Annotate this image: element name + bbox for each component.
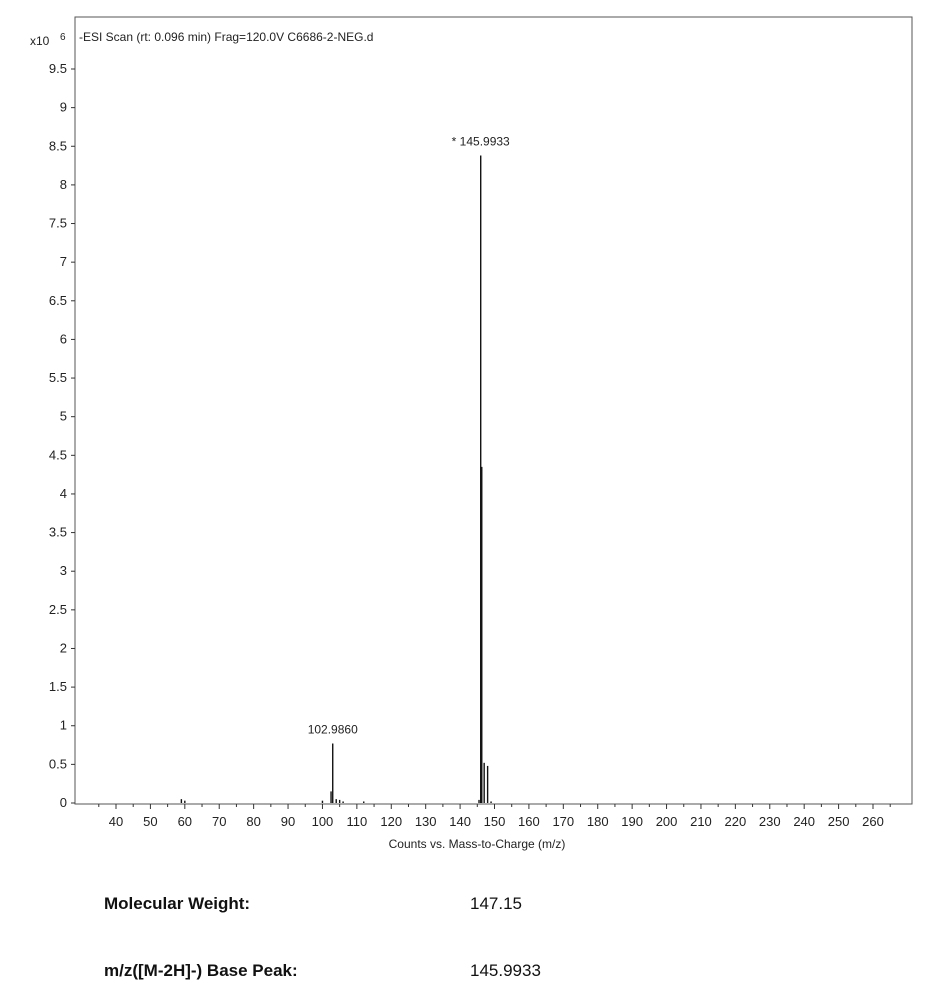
y-tick-label: 7.5: [48, 215, 67, 231]
y-tick-label: 9.5: [48, 61, 67, 76]
y-tick-label: 1: [59, 717, 67, 733]
x-tick-label: 240: [793, 814, 816, 829]
x-tick-label: 260: [862, 814, 884, 829]
y-tick-label: 0: [59, 795, 67, 810]
x-tick-label: 50: [143, 814, 158, 829]
molecular-weight-value: 147.15: [470, 894, 522, 913]
y-tick-label: 8.5: [48, 138, 67, 154]
y-multiplier-exponent: 6: [60, 32, 66, 43]
y-multiplier-label: x10: [30, 34, 50, 48]
x-tick-label: 190: [621, 814, 643, 829]
base-peak-value: 145.9933: [470, 961, 541, 980]
x-tick-label: 110: [346, 814, 368, 829]
y-tick-label: 8: [59, 176, 67, 192]
y-tick-label: 4.5: [48, 447, 67, 463]
y-tick-label: 5.5: [48, 370, 67, 386]
y-axis: [49, 61, 75, 810]
y-tick-label: 3.5: [48, 524, 67, 540]
peak-series: [181, 156, 491, 803]
x-tick-label: 100: [311, 814, 334, 829]
x-tick-label: 220: [724, 814, 747, 829]
y-tick-label: 7: [59, 254, 67, 270]
y-tick-label: 0.5: [48, 756, 67, 772]
x-tick-label: 210: [690, 814, 712, 829]
x-tick-label: 130: [414, 814, 437, 829]
x-tick-label: 140: [449, 814, 471, 829]
peak-annotations: [308, 135, 510, 737]
y-tick-label: 2: [59, 640, 67, 656]
x-axis: [99, 804, 890, 829]
x-tick-label: 70: [211, 814, 227, 829]
y-tick-label: 6.5: [48, 292, 67, 308]
y-tick-label: 3: [59, 563, 67, 579]
y-tick-label: 9: [59, 99, 67, 115]
y-tick-label: 2.5: [48, 601, 67, 617]
peak-label: 102.9860: [307, 722, 358, 737]
x-tick-label: 60: [177, 814, 193, 829]
molecular-weight-label: Molecular Weight:: [104, 894, 251, 913]
y-tick-label: 1.5: [48, 679, 67, 695]
x-tick-label: 250: [827, 814, 850, 829]
y-tick-label: 4: [59, 485, 67, 501]
x-axis-label: Counts vs. Mass-to-Charge (m/z): [388, 837, 566, 851]
x-tick-label: 90: [280, 814, 296, 829]
x-tick-label: 120: [380, 814, 403, 829]
x-tick-label: 180: [586, 814, 609, 829]
y-tick-label: 6: [59, 331, 67, 347]
x-tick-label: 150: [483, 814, 506, 829]
x-tick-label: 170: [552, 814, 575, 829]
x-tick-label: 40: [108, 814, 124, 829]
x-tick-label: 230: [758, 814, 781, 829]
chart-title: -ESI Scan (rt: 0.096 min) Frag=120.0V C6686-2-NEG.d: [79, 30, 374, 44]
base-peak-label: m/z([M-2H]-) Base Peak:: [104, 961, 298, 980]
x-tick-label: 160: [518, 814, 540, 829]
y-tick-label: 5: [59, 408, 67, 424]
x-tick-label: 200: [655, 814, 678, 829]
peak-label: * 145.9933: [451, 134, 510, 149]
x-tick-label: 80: [246, 814, 261, 829]
